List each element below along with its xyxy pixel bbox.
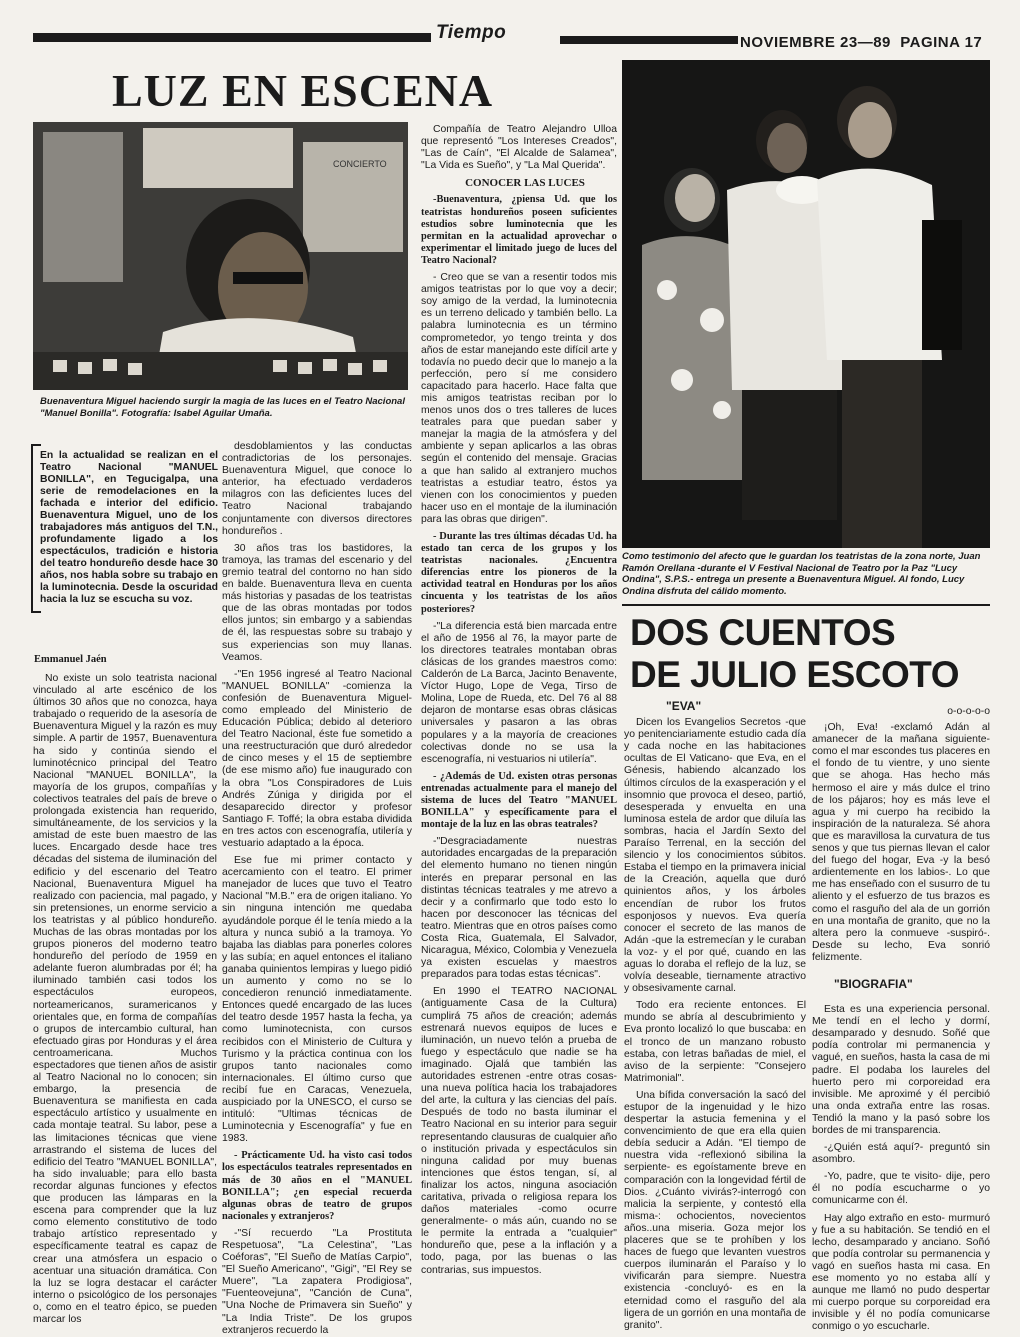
- intro-text: En la actualidad se realizan en el Teatro Nacional "MANUEL BONILLA", en Tegucigalpa, una serie de remodelaciones en la fachada e interior del edificio. Buenaventura Miguel, uno de los trabajadores más antiguos del T.N., profundamente ligado a los espectáculos, tradición e historia del teatro hondureño desde hace 30 años, nos habla sobre su trabajo en la luminotecnia. Desde la oscuridad hacia la luz se escucha su voz.: [40, 450, 218, 605]
- page-number: PAGINA 17: [900, 34, 983, 51]
- col2-paragraph-5: -"Sí recuerdo "La Prostituta Respetuosa", "La Celestina", "Las Coéforas", "El Sueño de Matías Carpio", "El Sueño Americano", "Gigi", "El Rey se Muere", "La zapatera Prodigiosa", "Fuenteovejuna", "Canción de Cuna", "Una Noche de Primavera sin Sueño" y "La India Triste". De los grupos extranjeros recuerdo la: [222, 1227, 412, 1336]
- col3-question-1: -Buenaventura, ¿piensa Ud. que los teatristas hondureños poseen suficientes estudios sobre luminotecnia que les permitan en la actualidad aprovechar o experimentar el limitado juego de luces del Teatro Nacional?: [421, 194, 617, 266]
- people-ceremony-photo-icon: [622, 60, 990, 548]
- concierto-sign: CONCIERTO: [333, 159, 387, 169]
- header-rule-left: [33, 33, 431, 42]
- col3-paragraph-5: En 1990 el TEATRO NACIONAL (antiguamente Casa de la Cultura) cumplirá 75 años de creación; además estrenará nuevos equipos de luces e iluminación, un nuevo telón a prueba de fuego y espectáculo que nadie se ha imaginado. Ojalá que también las autoridades estrenen -entre otras cosas- una nueva política hacia los trabajadores del arte, la cultura y las ciencias del país. Después de todo no basta iluminar el Teatro Nacional en su interior para seguir representando clausuras de cualquier año o institución privada y espectáculos sin ninguna calidad por muy buenas intenciones que éstos tengan, sí, al finalizar los actos, ninguna asociación caritativa, privada o religiosa repara los daños materiales -como ocurre generalmente- o más aún, cuando no se le permite la entrada a "cualquier" hondureño que, pese a la inflación y a todo, paga, por las buenas o las contrarias, sus impuestos.: [421, 986, 617, 1276]
- stories-headline: [630, 612, 959, 696]
- byline: Emmanuel Jaén: [34, 654, 107, 665]
- stage-lighting-photo-icon: [33, 122, 408, 390]
- header-rule-middle: [560, 36, 738, 44]
- bio-paragraph-4: Hay algo extraño en esto- murmuró y fue a su habitación. Se tendió en el lecho, desamparado y anciano. Soñó que podía controlar su permanencia y vagó en sueños hasta mi casa. En ese momento yo no estaba allí y aunque me llamó no pudo despertar mi cuerpo porque su corporeidad era invisible y él no podía comunicarse conmigo o yo escucharle.: [812, 1212, 990, 1333]
- section-rule: [622, 604, 990, 606]
- article-column-1: [33, 673, 217, 1325]
- col3-question-2: - Durante las tres últimas décadas Ud. ha estado tan cerca de los grupos y los teatristas nacionales. ¿Encuentra diferencias entre los pioneros de la actividad teatral en Honduras por los años cincuenta y los teatristas de los años posteriores?: [421, 531, 617, 615]
- photo1-caption: Buenaventura Miguel haciendo surgir la magia de las luces en el Teatro Nacional "Manuel Bonilla". Fotografía: Isabel Aguilar Umaña.: [40, 396, 405, 419]
- page-headline: LUZ EN ESCENA: [112, 65, 494, 116]
- dateline: [740, 34, 982, 51]
- col2-paragraph-4: Ese fue mi primer contacto y acercamiento con el teatro. El primer manejador de luces que tuvo el Teatro Nacional "M.B." era de origen italiano. Yo sin ninguna intención me quedaba ayudándole porque él le tenía miedo a la altura y nunca subió a la tramoya. Yo bajaba las diablas para ponerles colores y las subía; en aquel entonces el italiano ganaba quinientos lempiras y luego pidió un aumento y como no se lo concedieron renunció inmediatamente. Entonces quedé encargado de las luces del teatro desde 1957 hasta la fecha, ya como luminotecnista, con cursos recibidos con el Ministerio de Cultura y Turismo y la práctica continua con los grupos tanto nacionales como internacionales. El último curso que recibí fue en Caracas, Venezuela, auspiciado por la UNESCO, el curso se intituló: "Ultimas técnicas de Luminotecnia y Escenografía" y fue en 1983.: [222, 855, 412, 1145]
- eva-paragraph-3: Una bífida conversación la sacó del estupor de la ingenuidad y le hizo despertar la astucia femenina y el convencimiento de que era ella quien debía seducir a Adán. "El tiempo de nuestra vida -reflexionó sibilina la serpiente- es egoístamente breve en comparación con la longevidad fértil de Dios. ¿Cuánto vivirás?-interrogó con malicia la serpiente, y contestó ella misma-: ochocientos, novecientos años..una miseria. Goza mejor los placeres que se te prohíben y los haces de fuego que levanten vuestros cuerpos iluminarán el Paraíso y lo vivificarán para siempre. Nuestra existencia -concluyó- es en la eternidad como el rasguño del ala ligera de un gorrión en una montaña de granito".: [624, 1089, 806, 1331]
- col3-question-3: - ¿Además de Ud. existen otras personas entrenadas actualmente para el manejo del sistema de luces del Teatro "MANUEL BONILLA" y específicamente para el montaje de la luz en las obras teatrales?: [421, 770, 617, 831]
- eva-paragraph-1: Dicen los Evangelios Secretos -que yo penitenciariamente estudio cada día y cada noche en las habitaciones ocultas de El Vaticano- que Eva, en el Génesis, habiendo alcanzado los últimos círculos de la exasperación y el insomnio que provoca el deseo, partió, desesperada y envuelta en una luminosa estela de ardor que diluía las sombras, hacia el Jardín Sexto del Paraíso Terrenal, en la sección del silencio y los conocimientos súbitos. Estaba el tiempo en la primavera inicial de la Creación, aquella que duró quinientos años, y los árboles encendían de rubor los frutos esponjosos y nuevos. Eva quería conocer el secreto de las manos de Adán -que la estremecían y le curaban la voz- y el por qué, cuando en las aguas lo doraba el reflejo de la luz, se volvía deseable, tiernamente atractivo y obsesivamente carnal.: [624, 717, 806, 995]
- col2-paragraph-1: desdoblamientos y las conductas contradictorias de los personajes. Buenaventura Miguel, que conoce lo anterior, ha efectuado verdaderos milagros con las deficientes luces del Teatro Nacional trabajando conjuntamente con diversos directores hondureños .: [222, 441, 412, 537]
- col3-paragraph-4: -"Desgraciadamente nuestras autoridades encargadas de la preparación del elemento humano no tienen ningún interés en preparar personal en las distintas técnicas teatrales y me atrevo a decir y a confirmarlo que todo esto lo hacen por desconocer las técnicas del teatro. Mientras que en otros países como Costa Rica, Guatemala, El Salvador, Nicaragua, México, Colombia y Venezuela ya existen escuelas y maestros preparados para todas estas técnicas".: [421, 836, 617, 981]
- col3-subheading: CONOCER LAS LUCES: [465, 177, 585, 190]
- col3-paragraph-1: Compañía de Teatro Alejandro Ulloa que representó "Los Intereses Creados", "Las de Caín", "El Alcalde de Salamea", "La Vida es Sueño", y "La Mal Querida".: [421, 124, 617, 172]
- photo2-caption: Como testimonio del afecto que le guardan los teatristas de la zona norte, Juan Ramón Orellana -durante el V Festival Nacional de Teatro por la Paz "Lucy Ondina", S.P.S.- entrega un presente a Buenaventura Miguel. Al fondo, Lucy Ondina disfruta del cálido momento.: [622, 551, 981, 597]
- col2-paragraph-2: 30 años tras los bastidores, la tramoya, las tramas del escenario y del gremio teatral del contorno no han sido en balde. Buenaventura lleva en cuenta más historias y pasadas de los teatristas que de las obras montadas por todos ellos juntos; sin embargo y a sabiendas de él, las respuestas sobre su trabajo y sus experiencias son muy llanas. Veamos.: [222, 542, 412, 663]
- bio-paragraph-3: -Yo, padre, que te visito- dije, pero él no podía escucharme o yo comunicarme con él.: [812, 1171, 990, 1207]
- article-column-2: [222, 441, 412, 1336]
- col1-paragraph: No existe un solo teatrista nacional vinculado al arte escénico de los últimos 30 años que no conozca, haya trabajado o requerido de la asesoría de Buenaventura Miguel y la razón es muy simple. A partir de 1957, Buenaventura ha sido y continúa siendo el luminotécnico principal del Teatro Nacional "MANUEL BONILLA", la mayoría de los grupos, compañías y colectivos teatrales del país de breve o prolongada existencia han requerido, simultáneamente, de los servicios y la amistad de este buen maestro de las luces. Encargado desde hace tres décadas del sistema de iluminación del edificio y del escenario del Teatro Nacional, Buenaventura Miguel ha realizado con paciencia, mal pagado, y sin pretensiones, un enorme servicio a los teatristas y al público hondureño. Muchas de las obras montadas por los grupos pioneros del moderno teatro hondureño del período de 1959 en adelante fueron alumbradas por él; ha iluminado también casi todos los espectáculos europeos, norteamericanos, suramericanos y orientales que, en forma de compañías o grupos de intercambio cultural, han efectuado giras por Honduras y el área centroamericana. Muchos espectadores que tienen años de asistir al Teatro Nacional no lo conocen; sin embargo, la presencia de Buenaventura se manifiesta en cada espectáculo artístico y usualmente en cada montaje teatral. Su labor, pese a las limitaciones técnicas que viene arrastrando el sistema de luces del edificio del Teatro "MANUEL BONILLA", ha sido invaluable; para ello basta recordar algunas funciones y efectos que producen las lámparas en la escena para comprender que la luz como elemento constitutivo de todo trabajo artístico representado y específicamente teatral es capaz de crear una atmósfera un espacio o acentuar una situación dramática. Con la luz se logra destacar el carácter interno o psicológico de los personajes o, como en el teatro épico, se pueden marcar los: [33, 673, 217, 1325]
- col2-question-1: - Prácticamente Ud. ha visto casi todos los espectáculos teatrales representados en más de 30 años en el "MANUEL BONILLA"; ¿en especial recuerda algunas obras de teatro de grupos nacionales y extranjeros?: [222, 1150, 412, 1222]
- bio-paragraph-1: Esta es una experiencia personal. Me tendí en el lecho y dormí, desamparado y desnudo. Soñé que podía controlar mi permanencia y vagué, en sueños, hasta la casa de mi padre. El podaba los laureles del huerto pero mi corporeidad era invisible. Me aproximé y él percibió una onda extraña entre las rosas. Tendió la mano y la pasó sobre los bordes de mi transparencia.: [812, 1004, 990, 1136]
- ceremony-photo: [622, 60, 990, 548]
- article-column-3: [421, 124, 617, 1295]
- stories-column-1: [624, 699, 806, 1331]
- col2-paragraph-3: -"En 1956 ingresé al Teatro Nacional "MANUEL BONILLA" -comienza la confesión de Buenaventura Miguel- como empleado del Ministerio de Educación Pública; debido al deterioro del Teatro Nacional, éste fue sometido a una reestructuración que duró alrededor de cinco meses y el 15 de septiembre (de ese mismo año) fue inaugurado con la obra "Los Conspiradores de Luis Andrés Zúniga y dirigida por el desaparecido director y profesor Santiago F. Toffé; la obra estaba dividida en tres actos con escenografía, utilería y vestuario adaptado a la época.: [222, 668, 412, 849]
- stage-lighting-photo: [33, 122, 408, 390]
- col3-paragraph-2: - Creo que se van a resentir todos mis amigos teatristas por lo que voy a decir; soy amigo de la verdad, la luminotecnia es un terreno delicado y también bello. La palabra luminotecnia es un término comprometedor, yo tengo treinta y dos años de estar manejando este difícil arte y todavía no puedo decir que lo manejo a la perfección, pero sí me considero capacitado para hacerlo. Hace falta que mis amigos teatristas reciban por lo menos unos dos o tres talleres de luces teatrales para que puedan saber y manejar la magia de la atmósfera y del ambiente y sepan aplicarlos a las obras según el contenido del mensaje. Gracias a que han salido al extranjero muchos teatristas a estudiar teatro, éstos ya vienen con los conocimientos y pueden hacer uso en el montaje de la iluminación para las obras que dirigen".: [421, 272, 617, 525]
- stories-headline-line-2: DE JULIO ESCOTO: [630, 654, 959, 695]
- eva-title: "EVA": [666, 699, 702, 713]
- stories-headline-line-1: DOS CUENTOS: [630, 612, 896, 653]
- bio-paragraph-2: -¿Quién está aquí?- preguntó sin asombro.: [812, 1142, 990, 1166]
- eva-paragraph-2: Todo era reciente entonces. El mundo se abría al descubrimiento y Eva pronto localizó lo que buscaba: en el tronco de un manzano robusto estaba, con letras bañadas de miel, el aviso de la serpiente: "Consejero Matrimonial".: [624, 1000, 806, 1084]
- divider-marker: o-o-o-o-o: [947, 706, 990, 717]
- masthead-logo: Tiempo: [436, 22, 507, 43]
- eva-paragraph-4: ¡Oh, Eva! -exclamó Adán al amanecer de la mañana siguiente- como el mar escondes tus placeres en el fondo de tu vientre, y uno siente que se ahoga. Has hecho más hermoso el aire y más dulce el trino de los pájaros; hoy es más leve el agua y mi cuerpo ha recibido la inspiración de la naturaleza. Sé ahora que es maravillosa la curvatura de tus senos y que tus piernas llevan el calor del fuego del hogar, Eva -y la besó ardientemente en los labios-. Lo que me has enseñado con el susurro de tu aliento y el esfuerzo de tus brazos es como el rasguño del ala de un gorrión en una montaña de granito, que no la altera pero la conmueve -suspiró-. Desde su lecho, Eva sonrió felizmente.: [812, 722, 990, 963]
- col3-paragraph-3: -"La diferencia está bien marcada entre el año de 1956 al 76, la mayor parte de los directores teatrales montaban obras clásicas de los grandes maestros como: Calderón de La Barca, Jacinto Benavente, Víctor Hugo, Lope de Vega, Tirso de Molina, Lope de Rueda, etc. Del 76 al 88 dejaron de montarse esas obras clásicas universales y pasaron a las obras populares y a la mayoría de creaciones colectivas donde no se usa la escenografía, ni vestuarios ni utilería".: [421, 620, 617, 765]
- issue-date: NOVIEMBRE 23—89: [740, 34, 891, 51]
- stories-column-2: [812, 706, 990, 1333]
- biografia-title: "BIOGRAFIA": [834, 976, 913, 991]
